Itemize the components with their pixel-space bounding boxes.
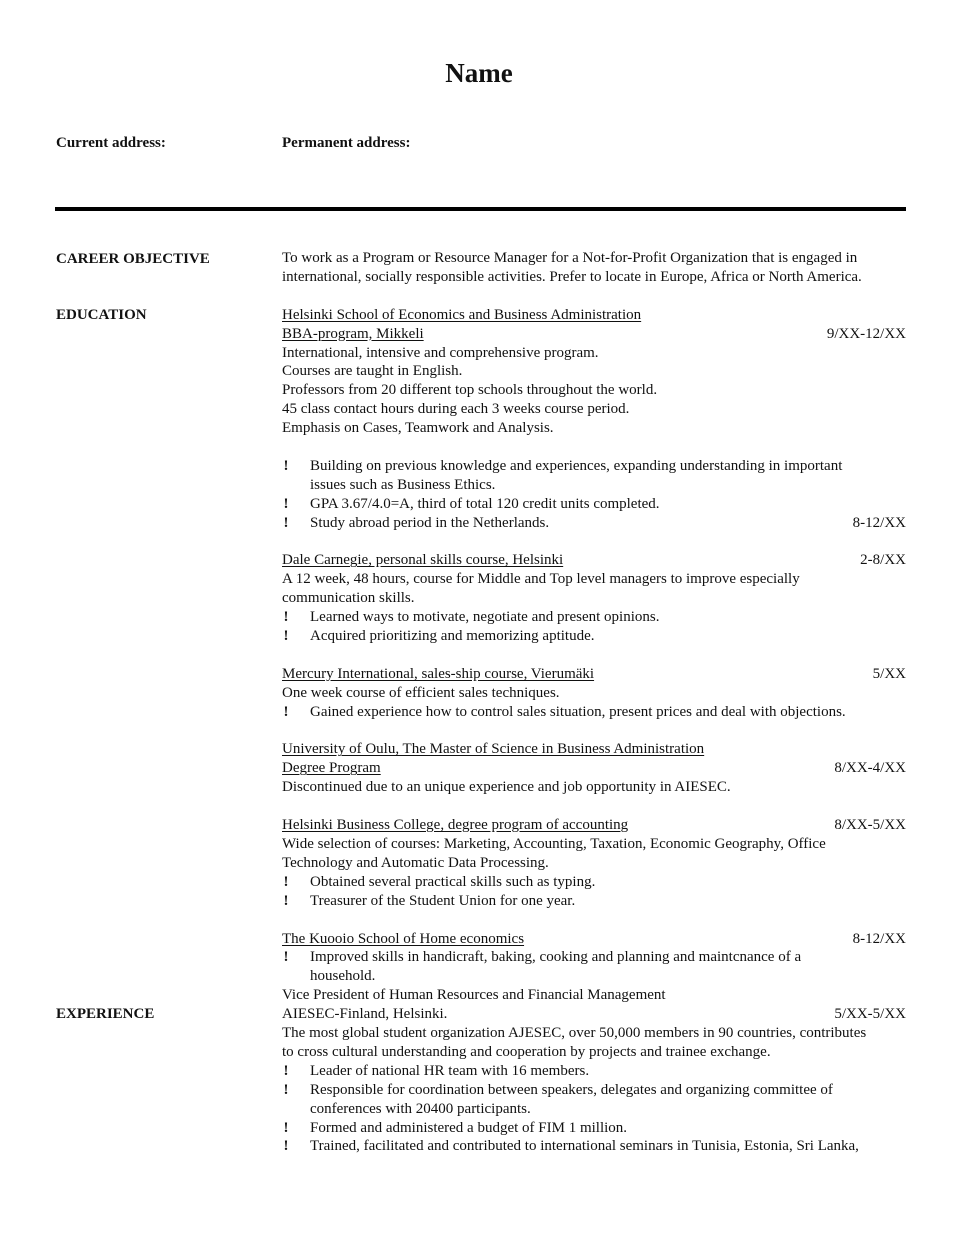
spacer bbox=[282, 911, 906, 930]
bullet-item bbox=[282, 703, 906, 722]
education-entry-heading bbox=[282, 665, 906, 684]
bullet-item bbox=[282, 1119, 906, 1138]
bullet-item bbox=[282, 514, 906, 533]
bullet-mark-icon: ! bbox=[283, 949, 289, 966]
education-entry-heading-date: 9/XX-12/XX bbox=[826, 325, 906, 342]
bullet-text: Study abroad period in the Netherlands. 8-12/XX bbox=[310, 514, 906, 531]
bullet-mark-icon: ! bbox=[283, 457, 289, 474]
education-entry-heading-date: 5/XX bbox=[872, 665, 906, 682]
education-entry-line: Professors from 20 different top schools throughout the world. bbox=[282, 382, 658, 399]
education-entry-heading-date: 8-12/XX bbox=[852, 930, 906, 947]
bullet-mark-icon: ! bbox=[283, 873, 289, 890]
spacer bbox=[282, 722, 906, 741]
bullet-text: conferences with 20400 participants. bbox=[310, 1100, 531, 1117]
bullet-item bbox=[282, 948, 906, 986]
bullet-text: Responsible for coordination between speakers, delegates and organizing committee of bbox=[310, 1081, 833, 1098]
bullet-text: Trained, facilitated and contributed to international seminars in Tunisia, Estonia, Sri Lanka, bbox=[310, 1138, 859, 1155]
bullet-mark-icon: ! bbox=[283, 1062, 289, 1079]
bullet-item bbox=[282, 457, 906, 495]
experience-entry-line: to cross cultural understanding and cooperation by projects and trainee exchange. bbox=[282, 1043, 771, 1060]
education-entry-line: International, intensive and comprehensive program. bbox=[282, 344, 599, 361]
education-entry-heading-text: Helsinki School of Economics and Business Administration bbox=[282, 306, 642, 323]
education-entry-heading-text: The Kuooio School of Home economics bbox=[282, 930, 525, 947]
bullet-mark-icon: ! bbox=[283, 609, 289, 626]
spacer bbox=[282, 646, 906, 665]
resume-name: Name bbox=[445, 58, 513, 88]
header-divider bbox=[55, 207, 906, 211]
bullet-item bbox=[282, 1062, 906, 1081]
bullet-mark-icon: ! bbox=[283, 495, 289, 512]
education-entry-heading-text: BBA-program, Mikkeli bbox=[282, 325, 424, 342]
education-heading: EDUCATION bbox=[56, 307, 147, 323]
bullet-text: Building on previous knowledge and experiences, expanding understanding in important bbox=[310, 457, 843, 474]
education-entry-line: Courses are taught in English. bbox=[282, 363, 463, 380]
education-entry-line: communication skills. bbox=[282, 590, 415, 607]
experience-entry-heading bbox=[282, 986, 906, 1005]
experience-entry-heading-date: 5/XX-5/XX bbox=[834, 1006, 906, 1023]
bullet-text: GPA 3.67/4.0=A, third of total 120 credit units completed. bbox=[310, 495, 660, 512]
bullet-date: 8-12/XX bbox=[852, 514, 906, 531]
education-entry-heading-date: 8/XX-5/XX bbox=[834, 817, 906, 834]
bullet-text: Acquired prioritizing and memorizing aptitude. bbox=[310, 628, 595, 645]
bullet-item bbox=[282, 873, 906, 892]
experience-entry-heading bbox=[282, 1005, 906, 1024]
spacer bbox=[282, 797, 906, 816]
bullet-text: Obtained several practical skills such as typing. bbox=[310, 873, 596, 890]
bullet-mark-icon: ! bbox=[283, 703, 289, 720]
career-objective-heading: CAREER OBJECTIVE bbox=[56, 251, 210, 267]
bullet-mark-icon: ! bbox=[283, 1138, 289, 1155]
education-entry-heading-text: Helsinki Business College, degree program of accounting bbox=[282, 817, 629, 834]
education-entry-line: Technology and Automatic Data Processing. bbox=[282, 854, 549, 871]
experience-entry-heading-text: Vice President of Human Resources and Financial Management bbox=[282, 987, 666, 1004]
bullet-item bbox=[282, 627, 906, 646]
bullet-item bbox=[282, 608, 906, 627]
bullet-text: issues such as Business Ethics. bbox=[310, 476, 496, 493]
experience-heading: EXPERIENCE bbox=[56, 1006, 155, 1022]
bullet-mark-icon: ! bbox=[283, 628, 289, 645]
education-entry-heading bbox=[282, 740, 906, 759]
education-entry-heading-text: Degree Program bbox=[282, 760, 381, 777]
spacer bbox=[282, 438, 906, 457]
spacer bbox=[282, 533, 906, 552]
education-entry-heading bbox=[282, 759, 906, 778]
education-entry-line: A 12 week, 48 hours, course for Middle and Top level managers to improve especially bbox=[282, 571, 800, 588]
bullet-text: Treasurer of the Student Union for one year. bbox=[310, 892, 576, 909]
bullet-mark-icon: ! bbox=[283, 1119, 289, 1136]
education-entry-line: Wide selection of courses: Marketing, Accounting, Taxation, Economic Geography, Office bbox=[282, 836, 826, 852]
bullet-text: Learned ways to motivate, negotiate and present opinions. bbox=[310, 609, 660, 626]
education-entry-heading-date: 8/XX-4/XX bbox=[834, 760, 906, 777]
bullet-mark-icon: ! bbox=[283, 1081, 289, 1098]
bullet-mark-icon: ! bbox=[283, 514, 289, 531]
education-entry-heading bbox=[282, 325, 906, 344]
education-entry-heading bbox=[282, 306, 906, 325]
objective-line: To work as a Program or Resource Manager for a Not-for-Profit Organization that is engaged in bbox=[282, 250, 858, 266]
objective-line: international, socially responsible activities. Prefer to locate in Europe, Africa or North America. bbox=[282, 268, 862, 285]
bullet-text: household. bbox=[310, 968, 376, 985]
bullet-text: Formed and administered a budget of FIM 1 million. bbox=[310, 1119, 628, 1136]
current-address-label: Current address: bbox=[56, 135, 166, 151]
bullet-text: Gained experience how to control sales situation, present prices and deal with objections. bbox=[310, 703, 846, 720]
education-entry-heading bbox=[282, 816, 906, 835]
spacer bbox=[282, 287, 906, 306]
bullet-text: Improved skills in handicraft, baking, cooking and planning and maintcnance of a bbox=[310, 949, 802, 966]
education-entry-line: Discontinued due to an unique experience and job opportunity in AIESEC. bbox=[282, 779, 731, 796]
education-entry-heading-text: Mercury International, sales-ship course, Vierumäki bbox=[282, 665, 595, 682]
resume-content bbox=[282, 249, 906, 1156]
education-entry-heading bbox=[282, 551, 906, 570]
bullet-item bbox=[282, 1137, 906, 1156]
bullet-mark-icon: ! bbox=[283, 892, 289, 909]
permanent-address-label: Permanent address: bbox=[282, 135, 411, 151]
bullet-text: Leader of national HR team with 16 members. bbox=[310, 1062, 590, 1079]
education-entry-line: Emphasis on Cases, Teamwork and Analysis. bbox=[282, 420, 554, 437]
experience-entry-line: The most global student organization AJESEC, over 50,000 members in 90 countries, contributes bbox=[282, 1025, 867, 1042]
education-entry-heading-text: Dale Carnegie, personal skills course, Helsinki bbox=[282, 552, 564, 569]
education-entry-heading bbox=[282, 930, 906, 949]
bullet-item bbox=[282, 892, 906, 911]
education-entry-line: 45 class contact hours during each 3 weeks course period. bbox=[282, 401, 630, 418]
bullet-item bbox=[282, 1081, 906, 1119]
experience-entry-heading-text: AIESEC-Finland, Helsinki. bbox=[282, 1006, 448, 1023]
education-entry-heading-text: University of Oulu, The Master of Science in Business Administration bbox=[282, 741, 705, 758]
education-entry-line: One week course of efficient sales techniques. bbox=[282, 684, 560, 701]
bullet-item bbox=[282, 495, 906, 514]
education-entry-heading-date: 2-8/XX bbox=[860, 552, 906, 569]
